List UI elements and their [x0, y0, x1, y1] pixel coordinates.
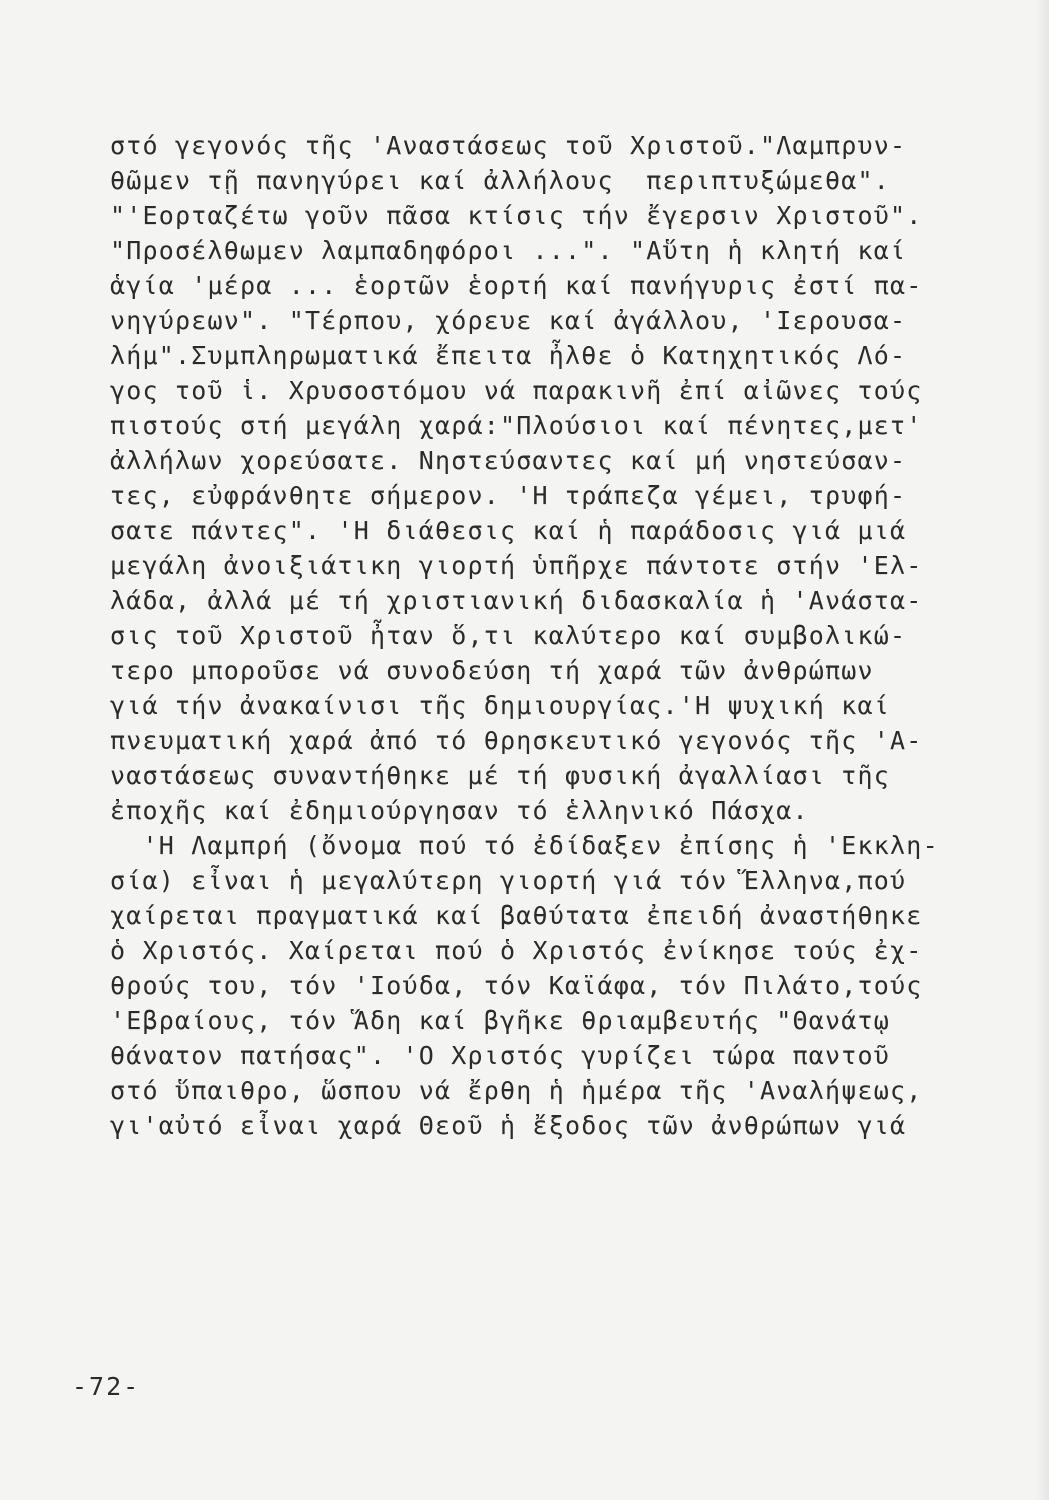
- text-line: τερο μποροῦσε νά συνοδεύση τή χαρά τῶν ἀνθρώπων: [110, 656, 874, 685]
- text-line: νηγύρεων". "Τέρπου, χόρευε καί ἀγάλλου, 'Ιερουσα-: [110, 306, 907, 335]
- text-line: πιστούς στή μεγάλη χαρά:"Πλούσιοι καί πένητες,μετ': [110, 411, 923, 440]
- text-line: "Προσέλθωμεν λαμπαδηφόροι ...". "Αὕτη ἡ κλητή καί: [110, 236, 907, 265]
- text-line: λήμ".Συμπληρωματικά ἔπειτα ἦλθε ὁ Κατηχητικός Λό-: [110, 341, 907, 370]
- text-line: ἐποχῆς καί ἐδημιούργησαν τό ἑλληνικό Πάσχα.: [110, 796, 809, 825]
- text-line: μεγάλη ἀνοιξιάτικη γιορτή ὑπῆρχε πάντοτε στήν 'Ελ-: [110, 551, 923, 580]
- scan-edge-shadow: [1035, 0, 1049, 1500]
- text-line: τες, εὐφράνθητε σήμερον. 'Η τράπεζα γέμει, τρυφή-: [110, 481, 907, 510]
- text-line: θρούς του, τόν 'Ιούδα, τόν Καϊάφα, τόν Πιλάτο,τούς: [110, 971, 923, 1000]
- text-line: ἀλλήλων χορεύσατε. Νηστεύσαντες καί μή νηστεύσαν-: [110, 446, 907, 475]
- text-line: σις τοῦ Χριστοῦ ἦταν ὅ,τι καλύτερο καί συμβολικώ-: [110, 621, 907, 650]
- text-line: σία) εἶναι ἡ μεγαλύτερη γιορτή γιά τόν Ἕλληνα,πού: [110, 866, 907, 895]
- text-line: ναστάσεως συναντήθηκε μέ τή φυσική ἀγαλλίασι τῆς: [110, 761, 891, 790]
- text-line: θῶμεν τῇ πανηγύρει καί ἀλλήλους περιπτυξώμεθα".: [110, 166, 891, 195]
- text-line: στό γεγονός τῆς 'Αναστάσεως τοῦ Χριστοῦ."Λαμπρυν-: [110, 131, 907, 160]
- text-line: γος τοῦ ἱ. Χρυσοστόμου νά παρακινῆ ἐπί αἰῶνες τούς: [110, 376, 923, 405]
- text-line: 'Η Λαμπρή (ὄνομα πού τό ἐδίδαξεν ἐπίσης ἡ 'Εκκλη-: [110, 831, 939, 860]
- text-line: "'Εορταζέτω γοῦν πᾶσα κτίσις τήν ἔγερσιν Χριστοῦ".: [110, 201, 923, 230]
- text-line: θάνατον πατήσας". 'Ο Χριστός γυρίζει τώρα παντοῦ: [110, 1041, 891, 1070]
- page-number: -72-: [72, 1372, 141, 1401]
- text-line: πνευματική χαρά ἀπό τό θρησκευτικό γεγονός τῆς 'Α-: [110, 726, 923, 755]
- body-text: [110, 128, 990, 1143]
- text-line: 'Εβραίους, τόν Ἅδη καί βγῆκε θριαμβευτής "Θανάτῳ: [110, 1006, 891, 1035]
- text-line: γιά τήν ἀνακαίνισι τῆς δημιουργίας.'Η ψυχική καί: [110, 691, 891, 720]
- text-line: λάδα, ἀλλά μέ τή χριστιανική διδασκαλία ἡ 'Ανάστα-: [110, 586, 923, 615]
- text-line: χαίρεται πραγματικά καί βαθύτατα ἐπειδή ἀναστήθηκε: [110, 901, 923, 930]
- text-line: ὁ Χριστός. Χαίρεται πού ὁ Χριστός ἐνίκησε τούς ἐχ-: [110, 936, 923, 965]
- text-line: ἁγία 'μέρα ... ἑορτῶν ἑορτή καί πανήγυρις ἐστί πα-: [110, 271, 923, 300]
- text-line: σατε πάντες". 'Η διάθεσις καί ἡ παράδοσις γιά μιά: [110, 516, 907, 545]
- text-line: στό ὕπαιθρο, ὥσπου νά ἔρθη ἡ ἡμέρα τῆς 'Αναλήψεως,: [110, 1076, 923, 1105]
- text-line: γι'αὐτό εἶναι χαρά Θεοῦ ἡ ἔξοδος τῶν ἀνθρώπων γιά: [110, 1111, 907, 1140]
